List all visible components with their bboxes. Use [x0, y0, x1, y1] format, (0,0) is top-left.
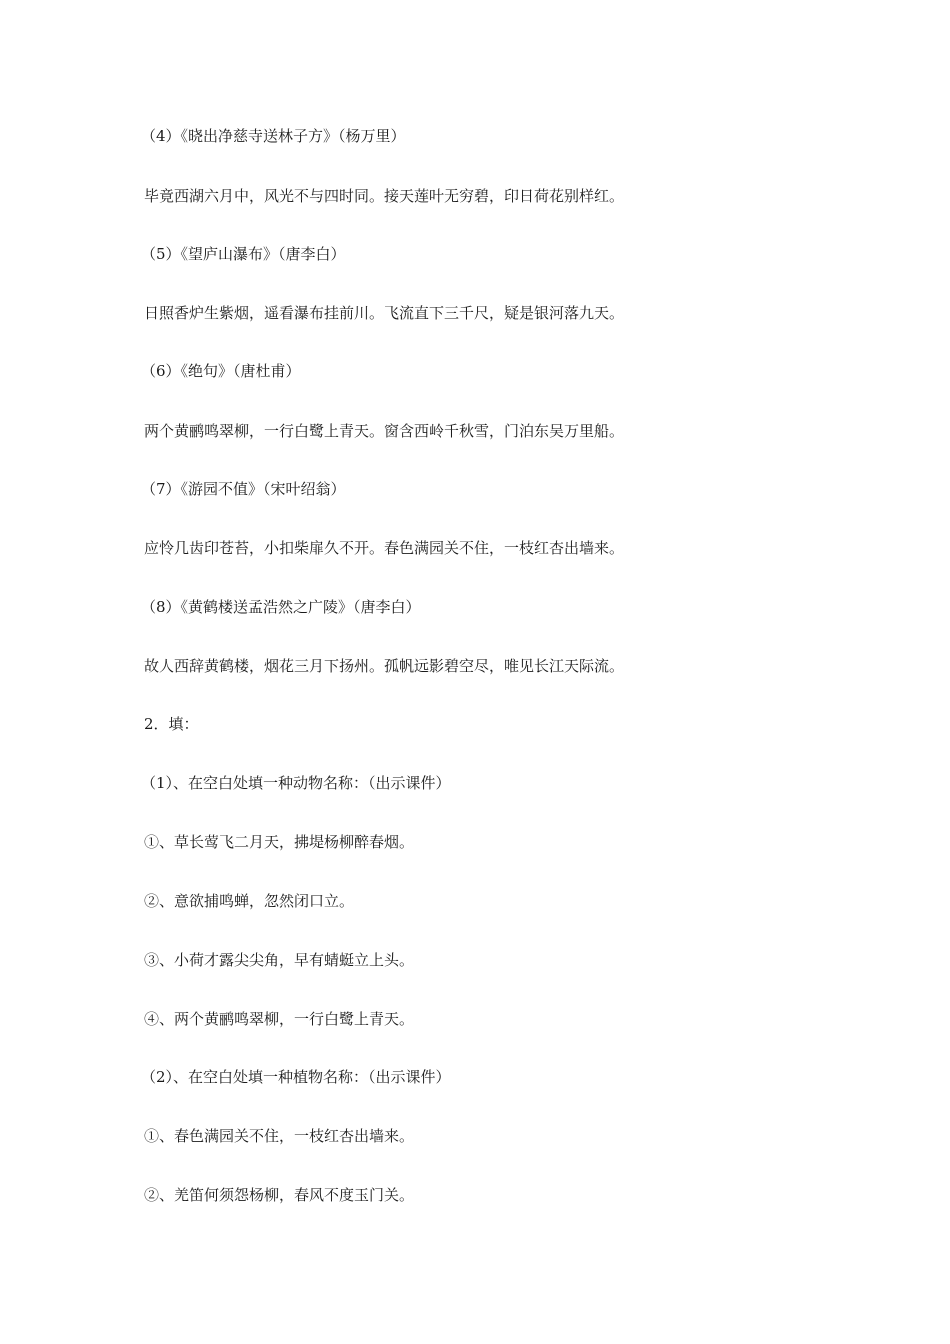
fill-item: ④、两个黄鹂鸣翠柳，一行白鹭上青天。	[144, 1010, 415, 1028]
poem-text-6: 两个黄鹂鸣翠柳，一行白鹭上青天。窗含西岭千秋雪，门泊东吴万里船。	[144, 422, 625, 440]
poem-text-5: 日照香炉生紫烟，遥看瀑布挂前川。飞流直下三千尺，疑是银河落九天。	[144, 304, 625, 322]
fill-task-animals: （1）、在空白处填一种动物名称：（出示课件）	[141, 774, 451, 792]
poem-title-8: （8）《黄鹤楼送孟浩然之广陵》（唐李白）	[141, 598, 421, 616]
poem-title-7: （7）《游园不值》（宋叶绍翁）	[141, 480, 346, 498]
section-heading-fill: 2．填：	[144, 715, 199, 733]
fill-item: ②、意欲捕鸣蝉，忽然闭口立。	[144, 892, 355, 910]
poem-text-4: 毕竟西湖六月中，风光不与四时同。接天莲叶无穷碧，印日荷花别样红。	[144, 187, 625, 205]
poem-title-4: （4）《晓出净慈寺送林子方》（杨万里）	[141, 127, 406, 145]
fill-item: ①、草长莺飞二月天，拂堤杨柳醉春烟。	[144, 833, 415, 851]
poem-title-5: （5）《望庐山瀑布》（唐李白）	[141, 245, 346, 263]
fill-item: ③、小荷才露尖尖角，早有蜻蜓立上头。	[144, 951, 415, 969]
fill-item: ②、羌笛何须怨杨柳，春风不度玉门关。	[144, 1186, 415, 1204]
fill-task-plants: （2）、在空白处填一种植物名称：（出示课件）	[141, 1068, 451, 1086]
poem-text-7: 应怜几齿印苍苔，小扣柴扉久不开。春色满园关不住，一枝红杏出墙来。	[144, 539, 625, 557]
poem-title-6: （6）《绝句》（唐杜甫）	[141, 362, 301, 380]
poem-text-8: 故人西辞黄鹤楼，烟花三月下扬州。孤帆远影碧空尽，唯见长江天际流。	[144, 657, 625, 675]
fill-item: ①、春色满园关不住，一枝红杏出墙来。	[144, 1127, 415, 1145]
